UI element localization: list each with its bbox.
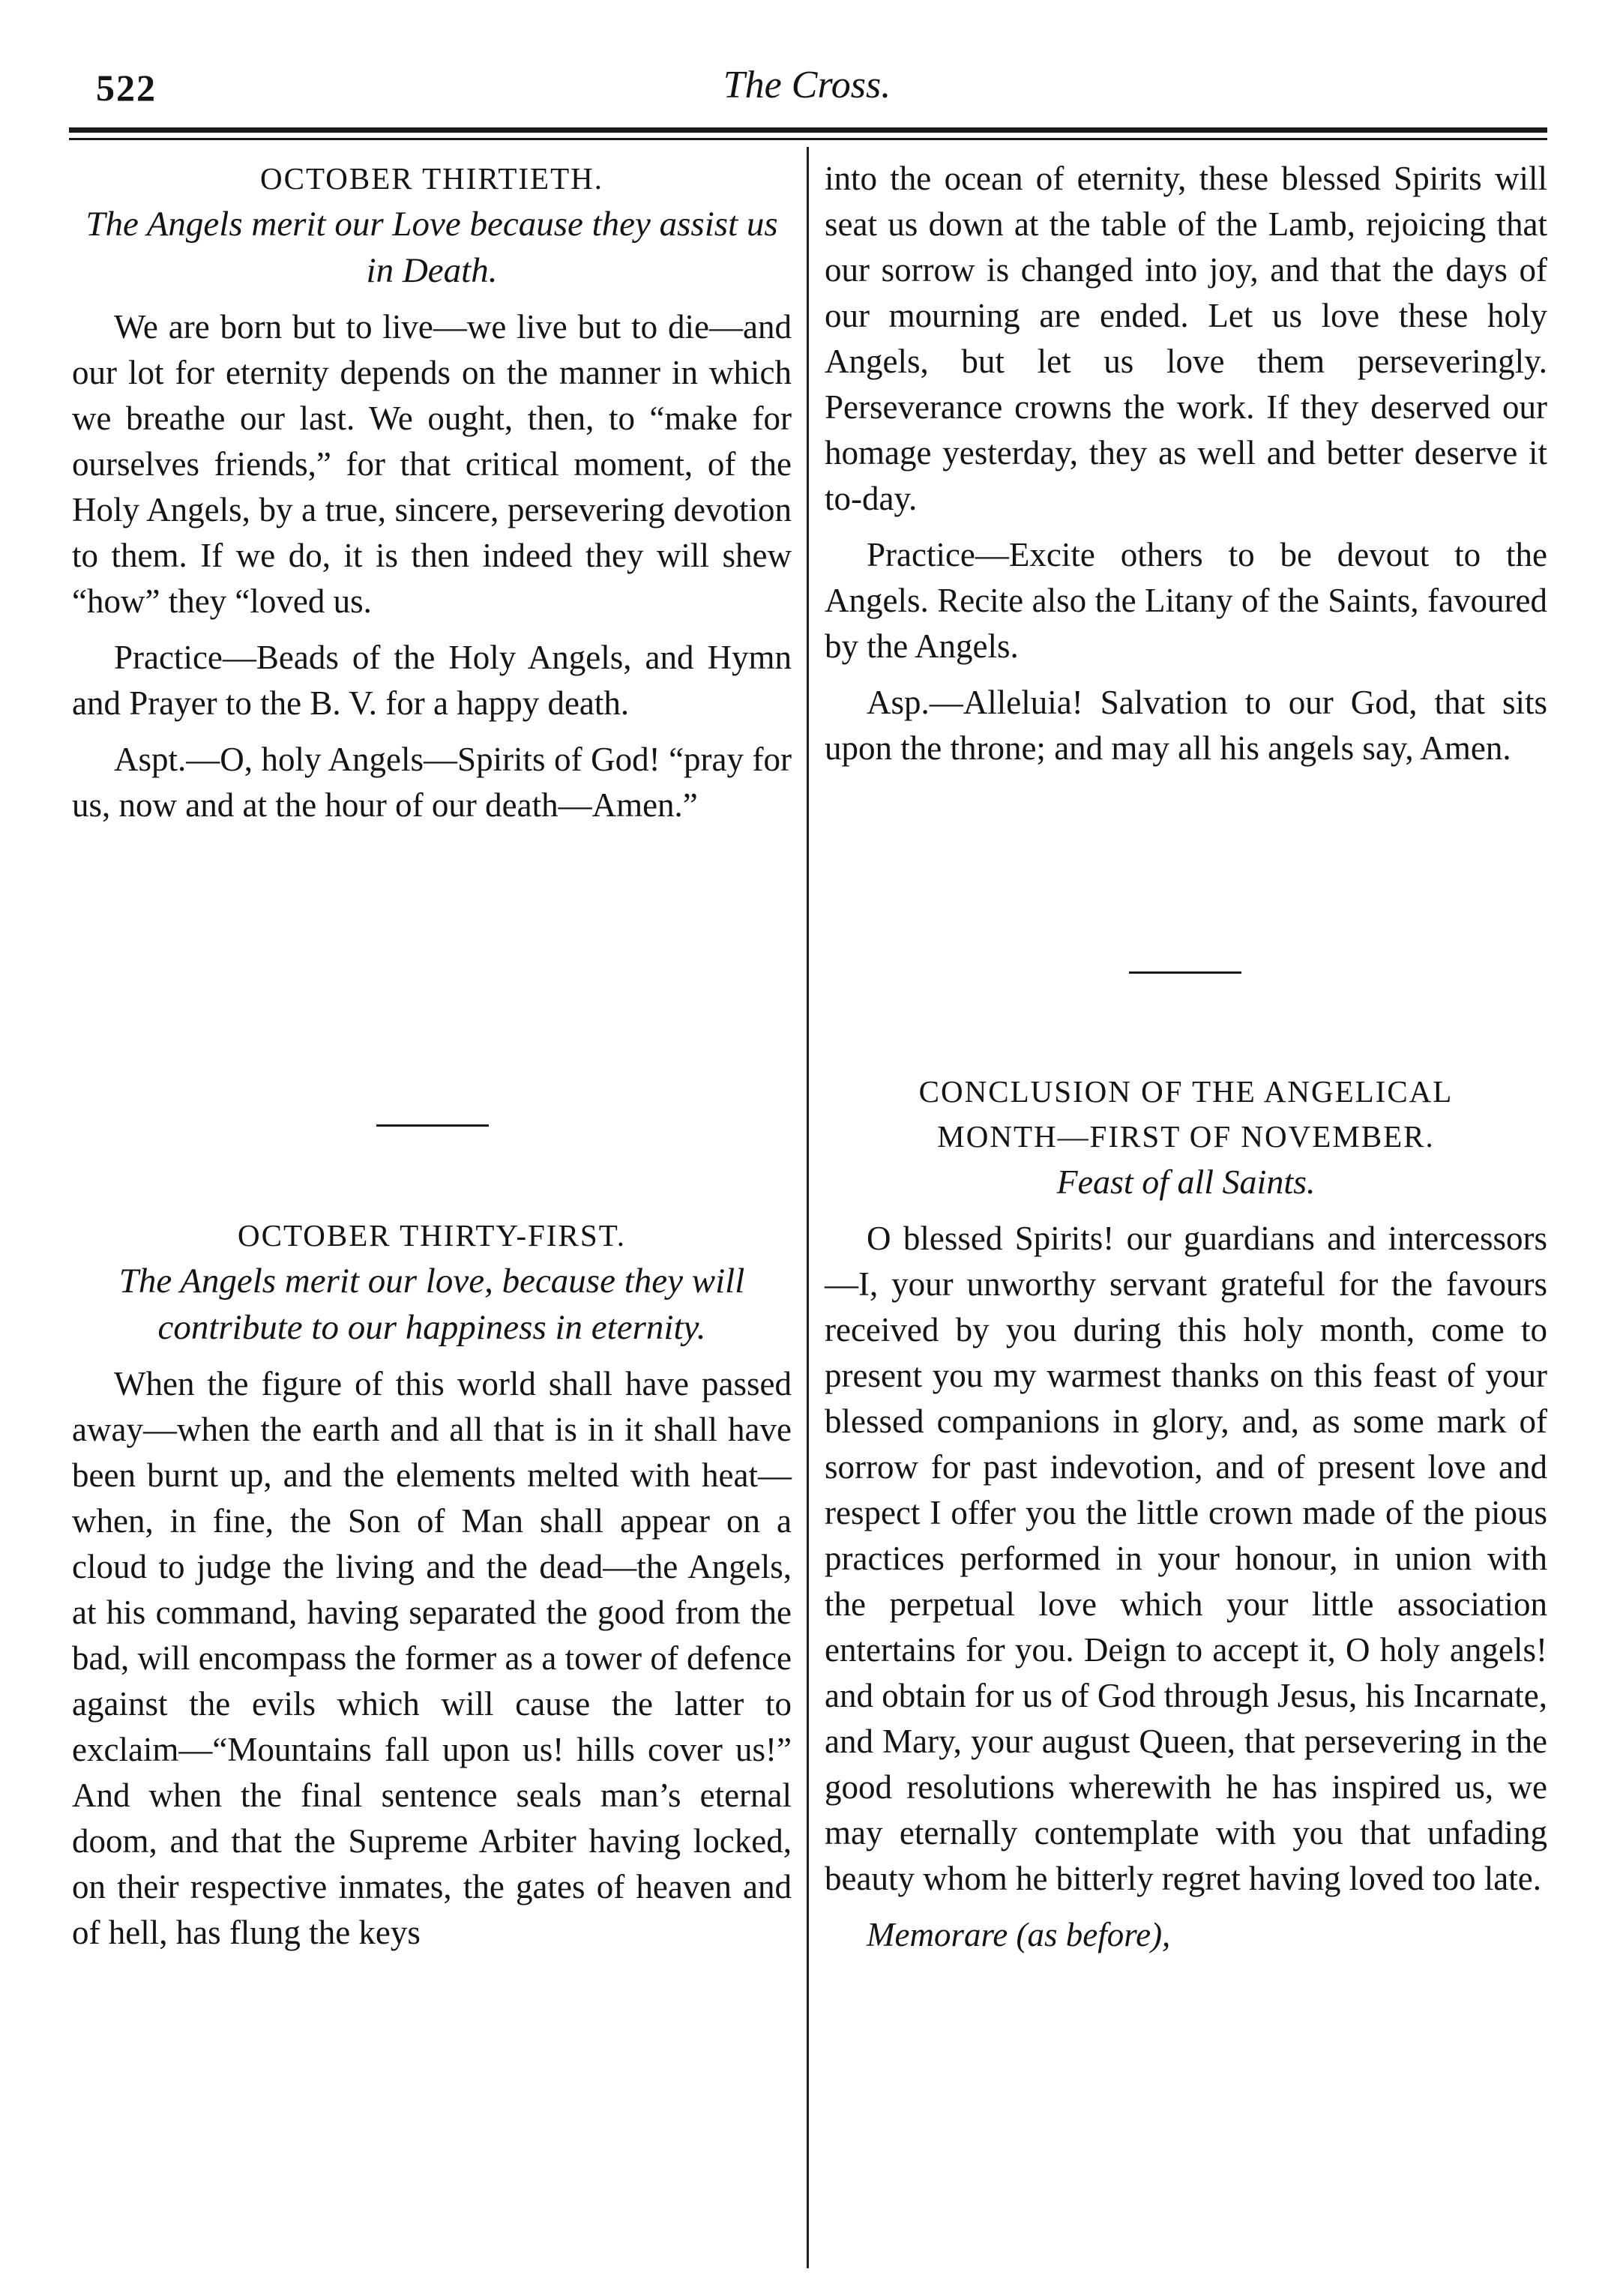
right-column bbox=[825, 156, 1547, 771]
oct31-subtitle: The Angels merit our love, because they will contribute to our happiness in eternity. bbox=[118, 1262, 745, 1347]
oct30-title: OCTOBER THIRTIETH. bbox=[260, 161, 603, 196]
header-rule-thin bbox=[69, 138, 1547, 140]
oct30-body: We are born but to live—we live but to die—and our lot for eternity depends on the manner in which we breathe our last. We ought, then, to “make for ourselves friends,” for that critical moment, of the Holy Angels, by a true, sincere, persevering devotion to them. If we do, it is then indeed they will shew “how” they “loved us. bbox=[72, 308, 792, 620]
page-number: 522 bbox=[96, 67, 157, 109]
left-column-lower bbox=[72, 1213, 792, 1956]
feast-title: Feast of all Saints. bbox=[1056, 1163, 1316, 1201]
conclusion-title-line2: MONTH—FIRST OF NOVEMBER. bbox=[937, 1119, 1435, 1154]
memorare-line: Memorare (as before), bbox=[867, 1916, 1171, 1953]
running-title: The Cross. bbox=[723, 64, 891, 106]
conclusion-title-line1: CONCLUSION OF THE ANGELICAL bbox=[918, 1074, 1454, 1109]
section-separator-right bbox=[1129, 971, 1241, 974]
oct30-practice: Practice—Beads of the Holy Angels, and Hymn and Prayer to the B. V. for a happy death. bbox=[72, 639, 792, 722]
oct31-aspiration: Asp.—Alleluia! Salvation to our God, that sits upon the throne; and may all his angels say, Amen. bbox=[825, 684, 1547, 767]
conclusion-body: O blessed Spirits! our guardians and intercessors—I, your unworthy servant grateful for the favours received by you during this holy month, come to present you my warmest thanks on this feast of your blessed companions in glory, and, as some mark of sorrow for past indevotion, and of present love and respect I offer you the little crown made of the pious practices performed in your honour, in union with the perpetual love which your little association entertains for you. Deign to accept it, O holy angels! and obtain for us of God through Jesus, his Incarnate, and Mary, your august Queen, that persevering in the good resolutions wherewith he has inspired us, we may eternally contemplate with you that unfading beauty whom he bitterly regret having loved too late. bbox=[825, 1220, 1547, 1897]
oct30-aspiration: Aspt.—O, holy Angels—Spirits of God! “pray for us, now and at the hour of our death—Amen.” bbox=[72, 741, 792, 824]
oct31-title: OCTOBER THIRTY-FIRST. bbox=[238, 1218, 626, 1253]
section-separator-left bbox=[376, 1124, 489, 1127]
header-rule-thick bbox=[69, 127, 1547, 133]
right-column-lower bbox=[825, 1069, 1547, 1958]
column-divider bbox=[807, 147, 809, 2268]
oct30-subtitle: The Angels merit our Love because they assist us in Death. bbox=[85, 205, 778, 290]
oct31-body: When the figure of this world shall have passed away—when the earth and all that is in it shall have been burnt up, and the elements melted with heat—when, in fine, the Son of Man shall appear on a cloud to judge the living and the dead—the Angels, at his command, having separated the good from the bad, will encompass the former as a tower of defence against the evils which will cause the latter to exclaim—“Mountains fall upon us! hills cover us!” And when the final sentence seals man’s eternal doom, and that the Supreme Arbiter having locked, on their respective inmates, the gates of heaven and of hell, has flung the keys bbox=[72, 1365, 792, 1951]
left-column bbox=[72, 156, 792, 828]
oct31-continued-body: into the ocean of eternity, these blessed Spirits will seat us down at the table of the Lamb, rejoicing that our sorrow is changed into joy, and that the days of our mourning are ended. Let us love these holy Angels, but let us love them perseveringly. Perseverance crowns the work. If they deserved our homage yesterday, they as well and better deserve it to-day. bbox=[825, 160, 1547, 517]
oct31-practice: Practice—Excite others to be devout to the Angels. Recite also the Litany of the Saints, favoured by the Angels. bbox=[825, 536, 1547, 665]
